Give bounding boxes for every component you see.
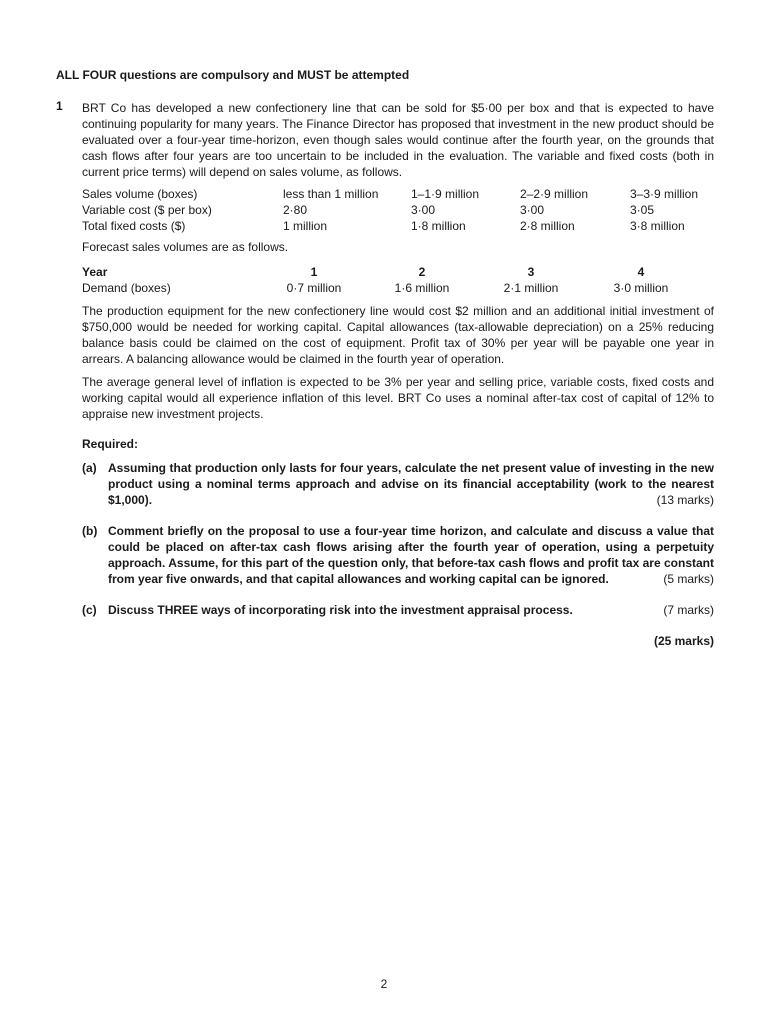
year-label: Year xyxy=(82,265,108,279)
table-cell: 1·8 million xyxy=(411,219,466,233)
demand-cell: 0·7 million xyxy=(286,281,342,295)
table-cell: 2·80 xyxy=(283,203,308,217)
table-cell: Variable cost ($ per box) xyxy=(82,203,212,217)
part-c xyxy=(82,602,714,618)
year-cell: 1 xyxy=(310,265,318,279)
intro-paragraph: BRT Co has developed a new confectionery line that can be sold for $5·00 per box and that is expected to have continuing popularity for many years. The Finance Director has proposed that investment in the new product should be evaluated over a four-year time-horizon, even though sales would continue after the fourth year, on the grounds that cash flows after four years are too uncertain to be included in the evaluation. The variable and fixed costs (both in current price terms) will depend on sales volume, as follows. xyxy=(82,101,714,179)
table-cell: 3·00 xyxy=(520,203,545,217)
demand-label: Demand (boxes) xyxy=(82,281,171,295)
table-cell: 2·8 million xyxy=(520,219,575,233)
forecast-label: Forecast sales volumes are as follows. xyxy=(82,240,289,254)
table-cell: 2–2·9 million xyxy=(520,187,589,201)
year-cell: 3 xyxy=(527,265,535,279)
table-cell: 1 million xyxy=(283,219,328,233)
table-cell: Sales volume (boxes) xyxy=(82,187,198,201)
demand-cell: 1·6 million xyxy=(394,281,450,295)
part-text: Assuming that production only lasts for four years, calculate the net present value of investing in the new product using a nominal terms approach and advise on its financial acceptability (work to the nearest $1,000). xyxy=(108,461,714,507)
year-cell: 2 xyxy=(418,265,426,279)
part-text: Discuss THREE ways of incorporating risk into the investment appraisal process. xyxy=(108,603,573,617)
demand-cell: 3·0 million xyxy=(613,281,669,295)
demand-cell: 2·1 million xyxy=(503,281,559,295)
part-marks: (7 marks) xyxy=(663,603,714,617)
part-b xyxy=(82,523,714,587)
part-label: (a) xyxy=(82,461,97,475)
part-marks: (13 marks) xyxy=(656,493,714,507)
table-cell: 3–3·9 million xyxy=(630,187,699,201)
table-cell: 3·05 xyxy=(630,203,655,217)
section-heading: ALL FOUR questions are compulsory and MUST be attempted xyxy=(56,68,410,82)
question-number: 1 xyxy=(56,99,63,113)
table-cell: 1–1·9 million xyxy=(411,187,480,201)
table-cell: less than 1 million xyxy=(283,187,379,201)
equipment-paragraph: The production equipment for the new confectionery line would cost $2 million and an additional initial investment of $750,000 would be needed for working capital. Capital allowances (tax-allowable depreciation) on a 25% reducing balance basis could be claimed on the cost of equipment. Profit tax of 30% per year will be payable one year in arrears. A balancing allowance would be claimed in the fourth year of operation. xyxy=(82,304,714,366)
page-number: 2 xyxy=(380,977,388,991)
required-heading: Required: xyxy=(82,437,139,451)
table-cell: Total fixed costs ($) xyxy=(82,219,186,233)
part-label: (c) xyxy=(82,603,97,617)
inflation-paragraph: The average general level of inflation is expected to be 3% per year and selling price, variable costs, fixed costs and working capital would all experience inflation of this level. BRT Co uses a nominal after-tax cost of capital of 12% to appraise new investment projects. xyxy=(82,375,714,421)
year-cell: 4 xyxy=(637,265,645,279)
part-marks: (5 marks) xyxy=(663,572,714,586)
part-a xyxy=(82,460,714,508)
total-marks: (25 marks) xyxy=(653,634,714,648)
table-cell: 3·8 million xyxy=(630,219,685,233)
part-text: Comment briefly on the proposal to use a four-year time horizon, and calculate and discuss a value that could be placed on after-tax cash flows arising after the fourth year of operation, using a perpetuity approach. Assume, for this part of the question only, that before-tax cash flows and profit tax are constant from year five onwards, and that capital allowances and working capital can be ignored. xyxy=(108,524,714,586)
table-cell: 3·00 xyxy=(411,203,436,217)
part-label: (b) xyxy=(82,524,98,538)
